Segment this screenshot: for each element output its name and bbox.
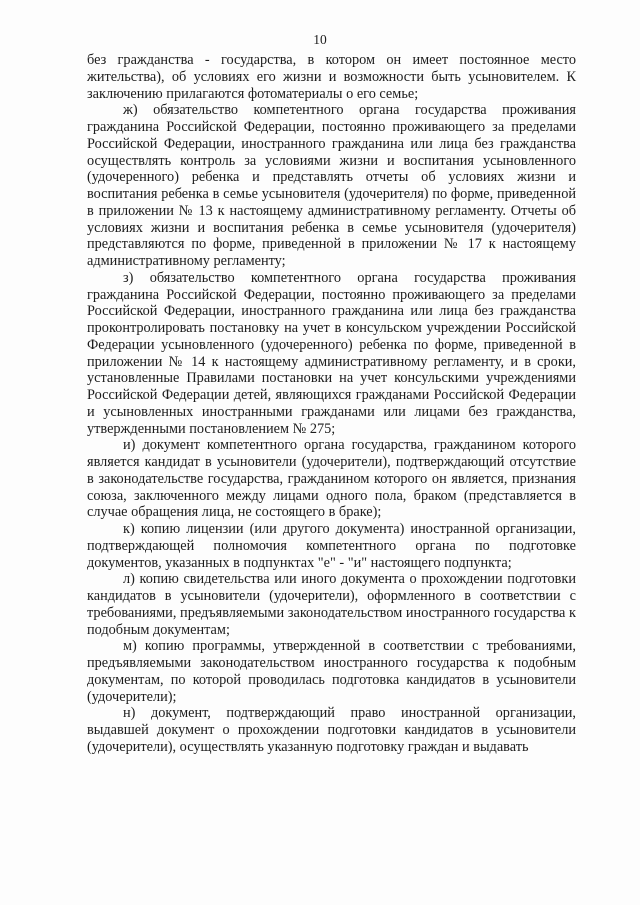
paragraph-i: и) документ компетентного органа государства, гражданином которого является кандидат в усыновители (удочерители), подтверждающий отсутствие в законодательстве государства, гражданином которого он является, признания союза, заключенного между лицами одного пола, браком (представляется в случае обращения лица, не состоящего в браке); (87, 437, 576, 521)
paragraph-n: н) документ, подтверждающий право иностранной организации, выдавшей документ о прохождении подготовки кандидатов в усыновители (удочерители), осуществлять указанную подготовку граждан и выдавать (87, 705, 576, 755)
paragraph-k: к) копию лицензии (или другого документа) иностранной организации, подтверждающей полномочия компетентного органа по подготовке документов, указанных в подпунктах "е" - "и" настоящего подпункта; (87, 521, 576, 571)
paragraph-m: м) копию программы, утвержденной в соответствии с требованиями, предъявляемыми законодательством иностранного государства к подобным документам, по которой проводилась подготовка кандидатов в усыновители (удочерители); (87, 638, 576, 705)
paragraph-continuation: без гражданства - государства, в котором он имеет постоянное место жительства), об условиях его жизни и возможности быть усыновителем. К заключению прилагаются фотоматериалы о его семье; (87, 52, 576, 102)
paragraph-z: з) обязательство компетентного органа государства проживания гражданина Российской Федерации, постоянно проживающего за пределами Российской Федерации, иностранного гражданина или лица без гражданства проконтролировать постановку на учет в консульском учреждении Российской Федерации усыновленного (удочеренного) ребенка по форме, приведенной в приложении № 14 к настоящему административному регламенту, и в сроки, установленные Правилами постановки на учет консульскими учреждениями Российской Федерации детей, являющихся гражданами Российской Федерации и усыновленных иностранными гражданами или лицами без гражданства, утвержденными постановлением № 275; (87, 269, 576, 437)
document-body (87, 52, 576, 756)
page-number: 10 (313, 32, 327, 47)
paragraph-zh: ж) обязательство компетентного органа государства проживания гражданина Российской Федерации, постоянно проживающего за пределами Российской Федерации, иностранного гражданина или лица без гражданства осуществлять контроль за условиями жизни и воспитания усыновленного (удочеренного) ребенка и представлять отчеты об условиях жизни и воспитания ребенка в семье усыновителя (удочерителя) по форме, приведенной в приложении № 13 к настоящему административному регламенту. Отчеты об условиях жизни и воспитания ребенка в семье усыновителя (удочерителя) представляются по форме, приведенной в приложении № 17 к настоящему административному регламенту; (87, 102, 576, 269)
paragraph-l: л) копию свидетельства или иного документа о прохождении подготовки кандидатов в усыновители (удочерители), оформленного в соответствии с требованиями, предъявляемыми законодательством иностранного государства к подобным документам; (87, 571, 576, 638)
